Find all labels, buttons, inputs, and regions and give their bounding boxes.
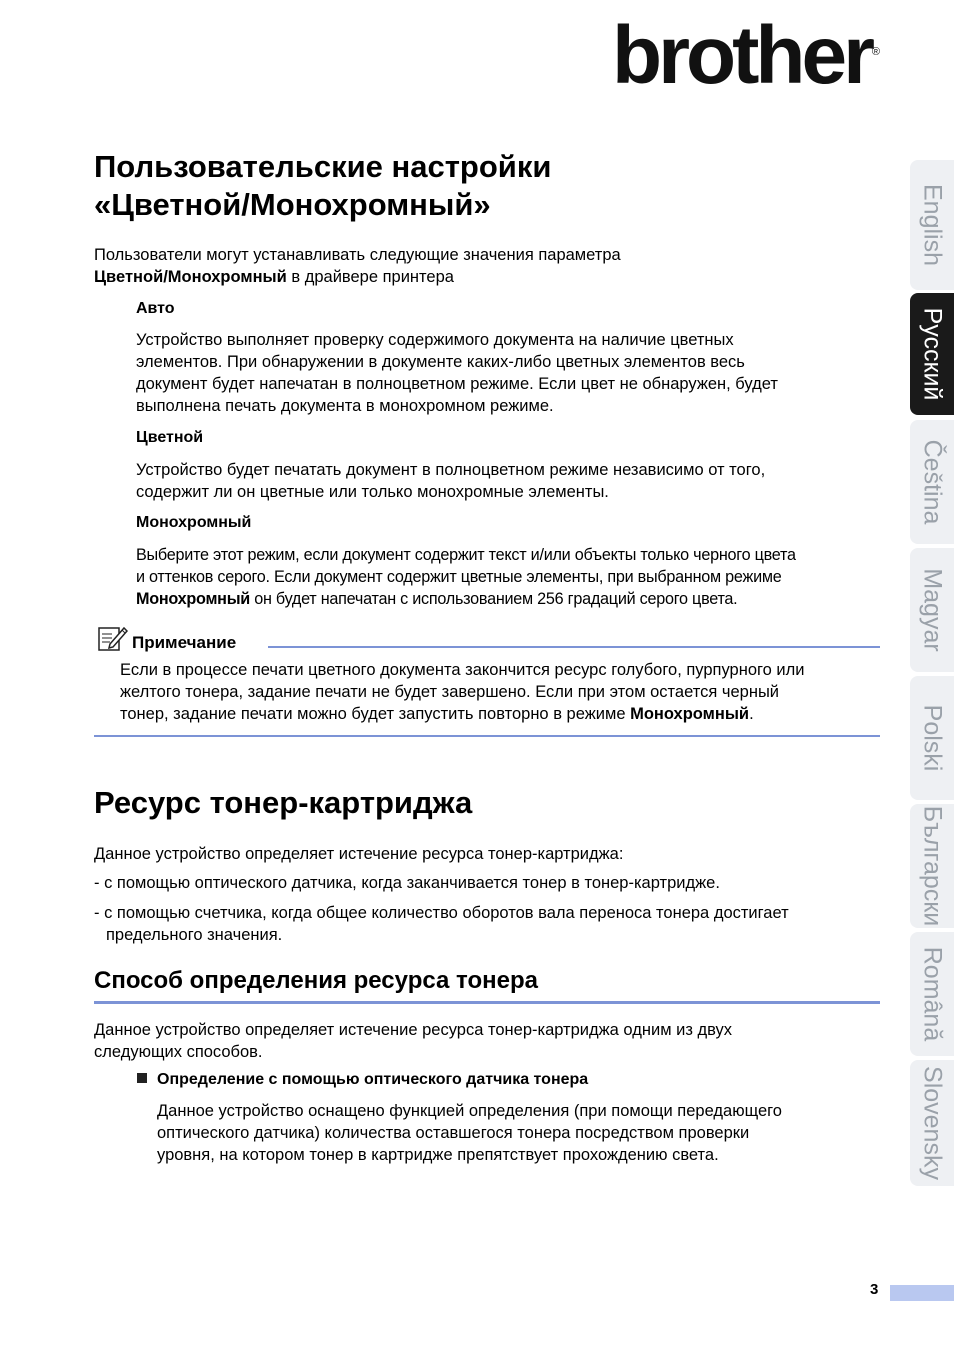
section3-title: Способ определения ресурса тонера — [94, 967, 538, 994]
section2-intro: Данное устройство определяет истечение ресурса тонер-картриджа: — [94, 845, 624, 863]
mono-description — [136, 544, 796, 610]
color-line: Устройство будет печатать документ в полноцветном режиме независимо от того, — [136, 461, 766, 479]
note-line-bold: Монохромный — [630, 705, 750, 723]
tab-polish[interactable] — [910, 676, 954, 800]
section3-intro — [94, 1019, 732, 1063]
color-title: Цветной — [136, 429, 204, 446]
section3-body-line: Данное устройство оснащено функцией определения (при помощи передающего — [157, 1102, 782, 1120]
tab-label: English — [918, 184, 947, 266]
tab-label: Български — [918, 805, 947, 927]
note-title: Примечание — [132, 633, 237, 652]
logo-text: brother — [612, 10, 871, 101]
auto-line: документ будет напечатан в полноцветном режиме. Если цвет не обнаружен, будет — [136, 375, 778, 393]
section1-title — [94, 148, 551, 224]
tab-label: Русский — [918, 307, 947, 401]
tab-romanian[interactable] — [910, 932, 954, 1056]
section1-intro-rest: в драйвере принтера — [286, 268, 454, 286]
section3-body — [157, 1100, 782, 1166]
section3-body-line: оптического датчика) количества оставшегося тонера посредством проверки — [157, 1124, 750, 1142]
section3-bullet-title: Определение с помощью оптического датчика тонера — [157, 1071, 589, 1088]
note-line: Если в процессе печати цветного документа закончится ресурс голубого, пурпурного или — [120, 661, 805, 679]
registered-mark: ® — [871, 46, 880, 58]
color-description — [136, 459, 765, 503]
section3-bullet — [137, 1070, 588, 1090]
tab-label: Magyar — [918, 568, 947, 652]
auto-line: выполнена печать документа в монохромном режиме. — [136, 397, 554, 415]
page-number: 3 — [870, 1281, 879, 1298]
mono-title: Монохромный — [136, 514, 252, 531]
page-number-bar — [890, 1285, 954, 1301]
section3-intro-line: Данное устройство определяет истечение ресурса тонер-картриджа одним из двух — [94, 1021, 733, 1039]
section1-intro — [94, 244, 621, 288]
mono-line: Выберите этот режим, если документ содержит текст и/или объекты только черного цвета — [136, 546, 796, 564]
note-text — [120, 659, 804, 725]
color-line: содержит ли он цветные или только монохромные элементы. — [136, 483, 609, 501]
section2-item1: - с помощью оптического датчика, когда заканчивается тонер в тонер-картридже. — [94, 874, 720, 892]
section2-title: Ресурс тонер-картриджа — [94, 785, 473, 820]
section3-intro-line: следующих способов. — [94, 1043, 263, 1061]
tab-label: Română — [918, 946, 947, 1042]
auto-description — [136, 329, 778, 417]
note-line: желтого тонера, задание печати не будет завершено. Если при этом остается черный — [120, 683, 780, 701]
note-line: тонер, задание печати можно будет запустить повторно в режиме — [120, 705, 631, 723]
section2-item2-line2: предельного значения. — [106, 926, 283, 944]
section2-item2 — [94, 902, 789, 946]
square-bullet-icon — [137, 1073, 147, 1083]
section3-title-rule — [94, 1001, 880, 1004]
tab-label: Čeština — [918, 439, 947, 525]
brother-logo — [612, 10, 882, 101]
note-footer-rule — [94, 735, 880, 737]
section3-body-line: уровня, на котором тонер в картридже препятствует прохождению света. — [157, 1146, 719, 1164]
tab-english[interactable] — [910, 160, 954, 290]
note-pencil-icon — [98, 624, 128, 652]
section1-title-line2: «Цветной/Монохромный» — [94, 187, 491, 222]
section2-item2-line1: - с помощью счетчика, когда общее количество оборотов вала переноса тонера достигает — [94, 904, 789, 922]
tab-hungarian[interactable] — [910, 548, 954, 672]
auto-title: Авто — [136, 300, 175, 317]
tab-label: Slovensky — [918, 1066, 947, 1180]
auto-line: Устройство выполняет проверку содержимого документа на наличие цветных — [136, 331, 734, 349]
section1-intro-line1: Пользователи могут устанавливать следующие значения параметра — [94, 246, 621, 264]
note-header-rule — [268, 646, 880, 648]
tab-label: Polski — [918, 704, 947, 772]
mono-line: он будет напечатан с использованием 256 градаций серого цвета. — [249, 590, 738, 608]
tab-slovak[interactable] — [910, 1060, 954, 1186]
mono-line: и оттенков серого. Если документ содержит цветные элементы, при выбранном режиме — [136, 568, 782, 586]
tab-czech[interactable] — [910, 420, 954, 544]
tab-bulgarian[interactable] — [910, 804, 954, 928]
section1-intro-bold: Цветной/Монохромный — [94, 268, 287, 286]
section1-title-line1: Пользовательские настройки — [94, 149, 552, 184]
note-line-end: . — [749, 705, 754, 723]
auto-line: элементов. При обнаружении в документе каких-либо цветных элементов весь — [136, 353, 745, 371]
tab-russian[interactable] — [910, 293, 954, 415]
mono-line-bold: Монохромный — [136, 590, 250, 608]
